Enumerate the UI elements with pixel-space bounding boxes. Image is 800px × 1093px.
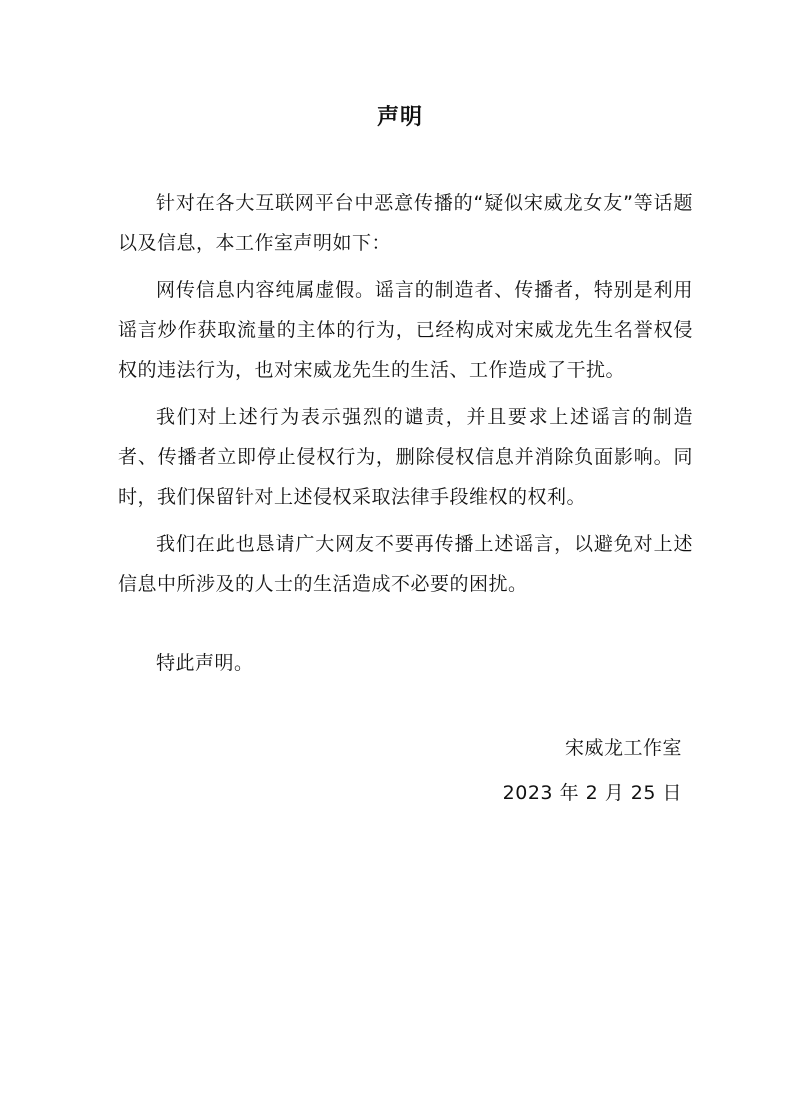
paragraph-text: 我们对上述行为表示强烈的谴责，并且要求上述谣言的制造者、传播者立即停止侵权行为，删除侵权信息并消除负面影响。同时，我们保留针对上述侵权采取法律手段维权的权利。 — [118, 406, 693, 508]
document-title: 声明 — [376, 105, 423, 130]
paragraph-text: 网传信息内容纯属虚假。谣言的制造者、传播者，特别是利用谣言炒作获取流量的主体的行为，已经构成对宋威龙先生名誉权侵权的违法行为，也对宋威龙先生的生活、工作造成了干扰。 — [118, 279, 693, 381]
paragraph-text: 针对在各大互联网平台中恶意传播的“疑似宋威龙女友”等话题以及信息，本工作室声明如下： — [118, 192, 693, 254]
paragraph-condemnation — [118, 397, 693, 517]
closing-line: 特此声明。 — [156, 652, 254, 674]
paragraph-appeal — [118, 524, 693, 604]
paragraph-rumor-false — [118, 270, 693, 390]
signature-organization: 宋威龙工作室 — [564, 737, 682, 759]
signature-date: 2023 年 2 月 25 日 — [502, 782, 682, 804]
paragraph-intro — [118, 183, 693, 263]
paragraph-text: 我们在此也恳请广大网友不要再传播上述谣言，以避免对上述信息中所涉及的人士的生活造成不必要的困扰。 — [118, 533, 693, 595]
